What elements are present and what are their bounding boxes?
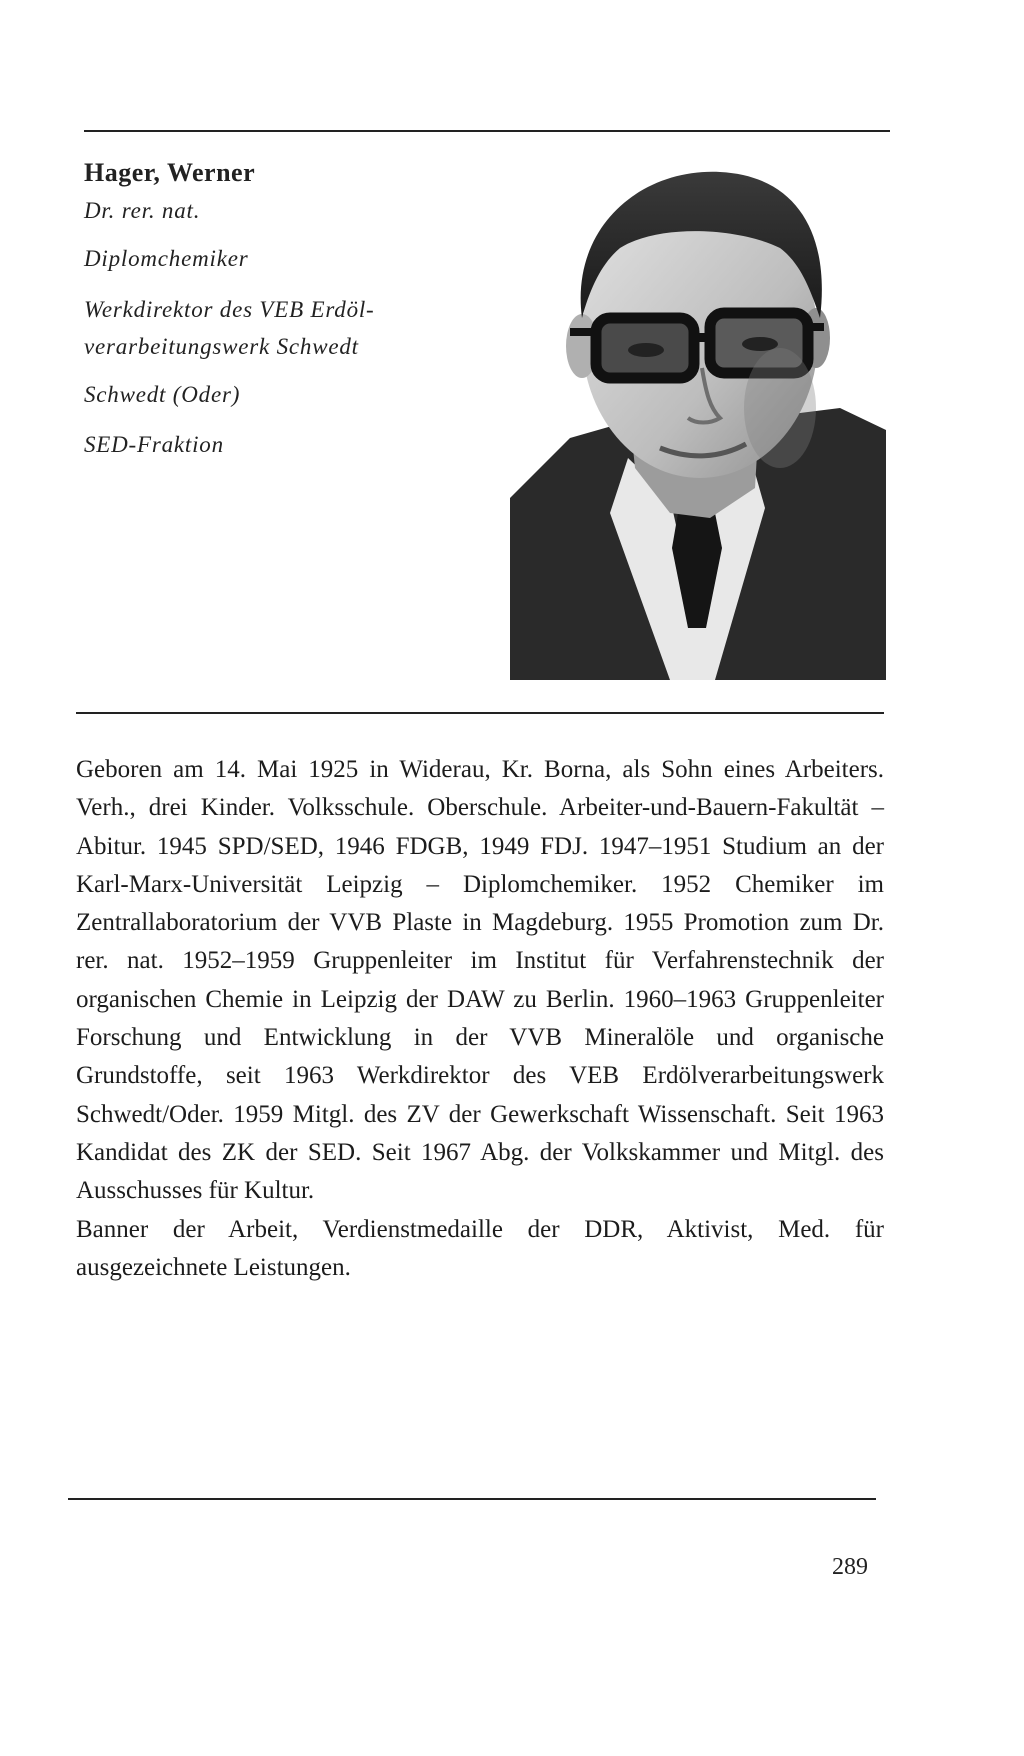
academic-title: Dr. rer. nat. <box>84 198 201 223</box>
awards-paragraph: Banner der Arbeit, Verdienstmedaille der DDR, Aktivist, Med. für ausgezeichnete Leistungen. <box>76 1215 884 1281</box>
middle-rule <box>76 712 884 714</box>
profession: Diplomchemiker <box>84 246 249 271</box>
portrait-photo <box>510 168 886 680</box>
position-line-1: Werkdirektor des VEB Erdöl- <box>84 297 375 322</box>
faction: SED-Fraktion <box>84 432 224 457</box>
position-line-2: verarbeitungswerk Schwedt <box>84 334 359 359</box>
biography <box>76 751 884 1287</box>
top-rule <box>84 130 890 132</box>
place: Schwedt (Oder) <box>84 382 241 407</box>
person-name: Hager, Werner <box>84 158 256 187</box>
biography-paragraph: Geboren am 14. Mai 1925 in Widerau, Kr. Borna, als Sohn eines Arbeiters. Verh., drei Kinder. Volksschule. Oberschule. Arbeiter-und-Bauern-Fakultät – Abitur. 1945 SPD/SED, 1946 FDGB, 1949 FDJ. 1947–1951 Studium an der Karl-Marx-Universität Leipzig – Diplomchemiker. 1952 Chemiker im Zentrallaboratorium der VVB Plaste in Magdeburg. 1955 Promotion zum Dr. rer. nat. 1952–1959 Gruppenleiter im Institut für Verfahrenstechnik der organischen Chemie in Leipzig der DAW zu Berlin. 1960–1963 Gruppenleiter Forschung und Entwicklung in der VVB Mineralöle und organische Grundstoffe, seit 1963 Werkdirektor des VEB Erdölverarbeitungswerk Schwedt/Oder. 1959 Mitgl. des ZV der Gewerkschaft Wissenschaft. Seit 1963 Kandidat des ZK der SED. Seit 1967 Abg. der Volkskammer und Mitgl. des Ausschusses für Kultur. <box>76 756 884 1205</box>
page-number: 289 <box>832 1554 868 1580</box>
bottom-rule <box>68 1498 876 1500</box>
